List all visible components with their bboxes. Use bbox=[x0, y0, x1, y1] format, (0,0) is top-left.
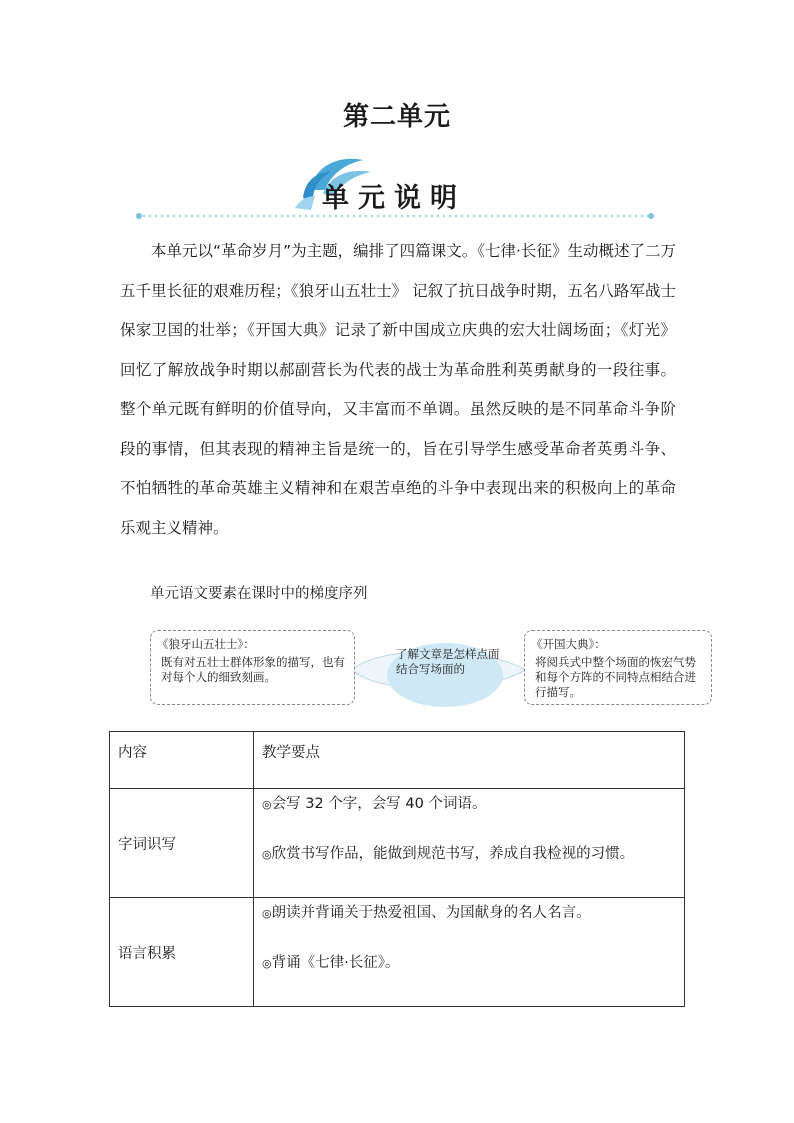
page-title: 第二单元 bbox=[342, 102, 451, 132]
note-kaiguo-body: 将阅兵式中整个场面的恢宏气势和每个方阵的不同特点相结合进行描写。 bbox=[535, 655, 696, 699]
teaching-point: ◎会写 32 个字，会写 40 个词语。 bbox=[262, 796, 487, 812]
table-row bbox=[110, 789, 685, 898]
center-bubble: 了解文章是怎样点面结合写场面的 bbox=[396, 647, 500, 676]
intro-paragraph: 本单元以“革命岁月”为主题，编排了四篇课文。《七律·长征》生动概述了二万五千里长征的艰难历程；《狼牙山五壮士》 记叙了抗日战争时期，五名八路军战士保家卫国的壮举；《开国大典》记录了新中国成立庆典的宏大壮阔场面；《灯光》回忆了解放战争时期以郝副营长为代表的战士为革命胜利英勇献身的一段往事。整个单元既有鲜明的价值导向，又丰富而不单调。虽然反映的是不同革命斗争阶段的事情，但其表现的精神主旨是统一的，旨在引导学生感受革命者英勇斗争、不怕牺牲的革命英雄主义精神和在艰苦卓绝的斗争中表现出来的积极向上的革命乐观主义精神。 bbox=[120, 242, 676, 537]
teaching-point: ◎背诵《七律·长征》。 bbox=[262, 955, 400, 971]
bullet-icon: ◎ bbox=[262, 848, 272, 861]
bullet-icon: ◎ bbox=[262, 957, 272, 970]
note-langya-title: 《狼牙山五壮士》： bbox=[157, 637, 255, 651]
sequence-heading: 单元语文要素在课时中的梯度序列 bbox=[150, 586, 368, 602]
note-langya bbox=[150, 630, 355, 705]
teaching-point: ◎朗读并背诵关于热爱祖国、为国献身的名人名言。 bbox=[262, 905, 591, 921]
bullet-icon: ◎ bbox=[262, 907, 272, 920]
note-kaiguo-title: 《开国大典》： bbox=[531, 637, 606, 651]
note-kaiguo bbox=[524, 630, 712, 705]
header-content: 内容 bbox=[118, 745, 147, 761]
row-label: 语言积累 bbox=[110, 898, 254, 1007]
header-teaching-points: 教学要点 bbox=[262, 745, 320, 761]
bullet-icon: ◎ bbox=[262, 798, 272, 811]
table-row bbox=[110, 898, 685, 1007]
teaching-points-table bbox=[109, 731, 685, 1007]
teaching-point: ◎欣赏书写作品，能做到规范书写，养成自我检视的习惯。 bbox=[262, 846, 635, 862]
table-header-row bbox=[110, 732, 685, 789]
note-langya-body: 既有对五壮士群体形象的描写，也有对每个人的细致刻画。 bbox=[161, 655, 345, 684]
banner-title: 单元说明 bbox=[322, 183, 466, 214]
row-label: 字词识写 bbox=[110, 789, 254, 898]
